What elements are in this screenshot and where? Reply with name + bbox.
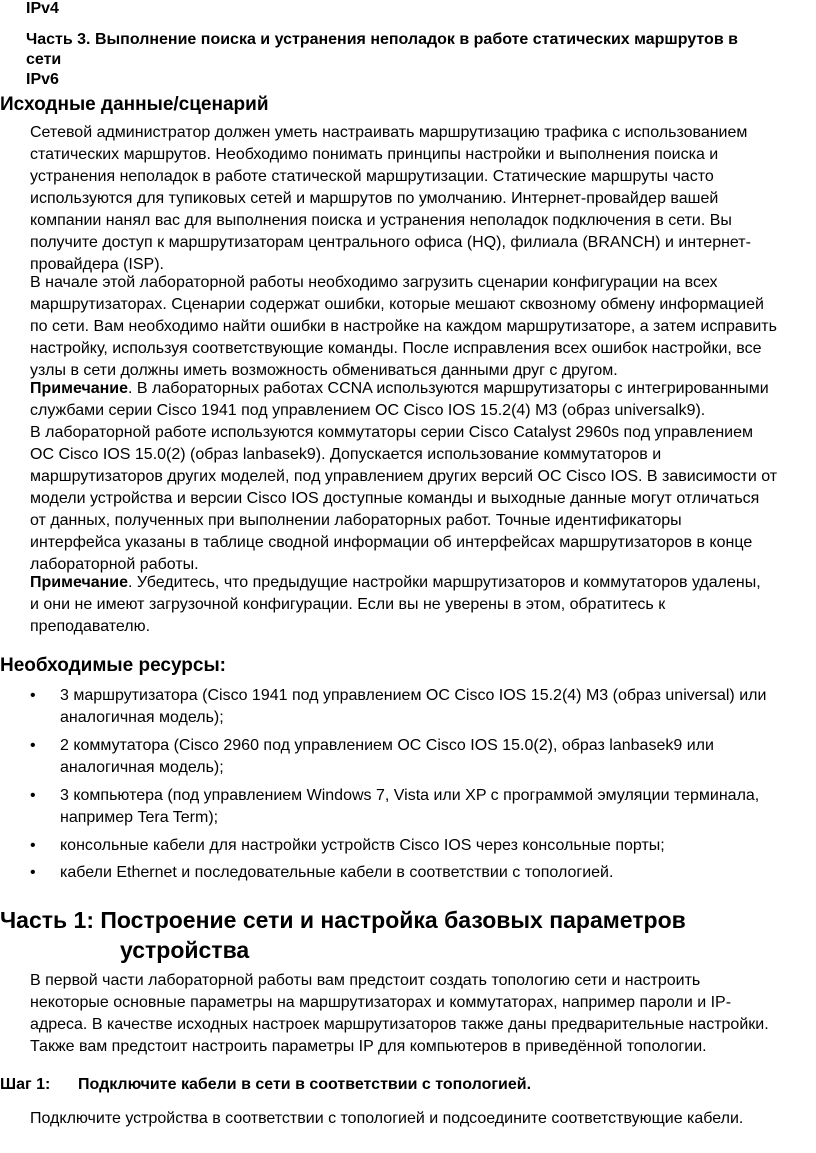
text-line: используются для тупиковых сетей и маршрутов по умолчанию. Интернет-провайдер вашей xyxy=(30,190,719,207)
text-line: модели устройства и версии Cisco IOS доступные команды и выходные данные могут отличаться xyxy=(30,490,760,507)
text-line: аналогичная модель); xyxy=(60,759,224,776)
text-line: маршрутизаторах. Сценарии содержат ошибки, которые мешают сквозному обмену информацией xyxy=(30,296,764,313)
bullet-marker: • xyxy=(30,737,36,754)
scenario-heading: Исходные данные/сценарий xyxy=(0,94,269,115)
toc-ipv4: IPv4 xyxy=(26,0,59,17)
text-line: службами серии Cisco 1941 под управлением ОС Cisco IOS 15.2(4) M3 (образ universalk9). xyxy=(30,402,706,419)
step-title: Подключите кабели в сети в соответствии с топологией. xyxy=(78,1076,532,1093)
note-1 xyxy=(30,378,816,576)
resources-heading: Необходимые ресурсы: xyxy=(0,655,227,676)
text-line: от данных, полученных при выполнении лабораторных работ. Точные идентификаторы xyxy=(30,512,682,529)
text-line: В первой части лабораторной работы вам предстоит создать топологию сети и настроить xyxy=(30,972,701,989)
text-line: получите доступ к маршрутизаторам центрального офиса (HQ), филиала (BRANCH) и интернет- xyxy=(30,234,751,251)
text-line: консольные кабели для настройки устройств Cisco IOS через консольные порты; xyxy=(60,837,665,854)
text-line: некоторые основные параметры на маршрутизаторах и коммутаторах, например пароли и IP- xyxy=(30,994,732,1011)
part1-heading-continued: устройства xyxy=(120,937,250,963)
list-item xyxy=(60,685,766,729)
part1-heading: Часть 1: Построение сети и настройка базовых параметров xyxy=(0,907,686,933)
toc-ipv6: IPv6 xyxy=(26,71,59,88)
text-line: по сети. Вам необходимо найти ошибки в настройке на каждом маршрутизаторе, а затем исправить xyxy=(30,318,777,335)
bullet-marker: • xyxy=(30,787,36,804)
text-line: устранения неполадок в работе статической маршрутизации. Статические маршруты часто xyxy=(30,168,714,185)
text-line: аналогичная модель); xyxy=(60,709,224,726)
text-line: кабели Ethernet и последовательные кабели в соответствии с топологией. xyxy=(60,864,614,881)
text-line: узлы в сети должны иметь возможность обмениваться данными друг с другом. xyxy=(30,362,618,379)
text-line: интерфейса указаны в таблице сводной информации об интерфейсах маршрутизаторов в конце xyxy=(30,534,753,551)
list-item xyxy=(60,735,714,779)
text-line: 2 коммутатора (Cisco 2960 под управлением ОС Cisco IOS 15.0(2), образ lanbasek9 или xyxy=(60,737,714,754)
text-line: настройку, используя соответствующие команды. После исправления всех ошибок настройки, все xyxy=(30,340,762,357)
text-line: Также вам предстоит настроить параметры IP для компьютеров в приведённой топологии. xyxy=(30,1038,707,1055)
scenario-paragraph-2 xyxy=(30,272,816,382)
step-text: Подключите устройства в соответствии с топологией и подсоедините соответствующие кабели. xyxy=(30,1110,744,1127)
part1-paragraph xyxy=(30,970,816,1058)
text-line: В лабораторной работе используются коммутаторы серии Cisco Catalyst 2960s под управлением xyxy=(30,424,753,441)
toc-part3-line1: Часть 3. Выполнение поиска и устранения неполадок в работе статических маршрутов в xyxy=(26,31,738,48)
text-line: компании нанял вас для выполнения поиска и устранения неполадок подключения в сети. Вы xyxy=(30,212,732,229)
text-line: например Tera Term); xyxy=(60,809,219,826)
text-line: маршрутизаторов других моделей, под управлением других версий ОС Cisco IOS. В зависимости от xyxy=(30,468,778,485)
text-line: 3 компьютера (под управлением Windows 7, Vista или XP с программой эмуляции терминала, xyxy=(60,787,760,804)
list-item xyxy=(60,835,665,857)
text-line: преподавателю. xyxy=(30,618,151,635)
list-item xyxy=(60,785,759,829)
text-line: провайдера (ISP). xyxy=(30,256,164,273)
text-line: ОС Cisco IOS 15.0(2) (образ lanbasek9). Допускается использование коммутаторов и xyxy=(30,446,662,463)
text-line: лабораторной работы. xyxy=(30,556,199,573)
scenario-paragraph-1 xyxy=(30,122,816,276)
note-label: Примечание xyxy=(30,574,129,591)
note-text: . Убедитесь, что предыдущие настройки маршрутизаторов и коммутаторов удалены, xyxy=(128,574,761,591)
text-line xyxy=(30,378,816,400)
text-line: Сетевой администратор должен уметь настраивать маршрутизацию трафика с использованием xyxy=(30,124,748,141)
bullet-marker: • xyxy=(30,837,36,854)
text-line: адреса. В качестве исходных настроек маршрутизаторов также даны предварительные настройки. xyxy=(30,1016,769,1033)
toc-part3-line2: сети xyxy=(26,51,62,68)
step-label: Шаг 1: xyxy=(0,1076,51,1093)
bullet-marker: • xyxy=(30,687,36,704)
note-2 xyxy=(30,572,816,638)
text-line: 3 маршрутизатора (Cisco 1941 под управлением ОС Cisco IOS 15.2(4) M3 (образ universal) или xyxy=(60,687,767,704)
bullet-marker: • xyxy=(30,864,36,881)
list-item xyxy=(60,862,613,884)
note-label: Примечание xyxy=(30,380,129,397)
note-text: . В лабораторных работах CCNA используются маршрутизаторы с интегрированными xyxy=(128,380,769,397)
text-line: и они не имеют загрузочной конфигурации. Если вы не уверены в этом, обратитесь к xyxy=(30,596,666,613)
text-line xyxy=(30,572,816,594)
text-line: статических маршрутов. Необходимо понимать принципы настройки и выполнения поиска и xyxy=(30,146,719,163)
text-line: В начале этой лабораторной работы необходимо загрузить сценарии конфигурации на всех xyxy=(30,274,718,291)
